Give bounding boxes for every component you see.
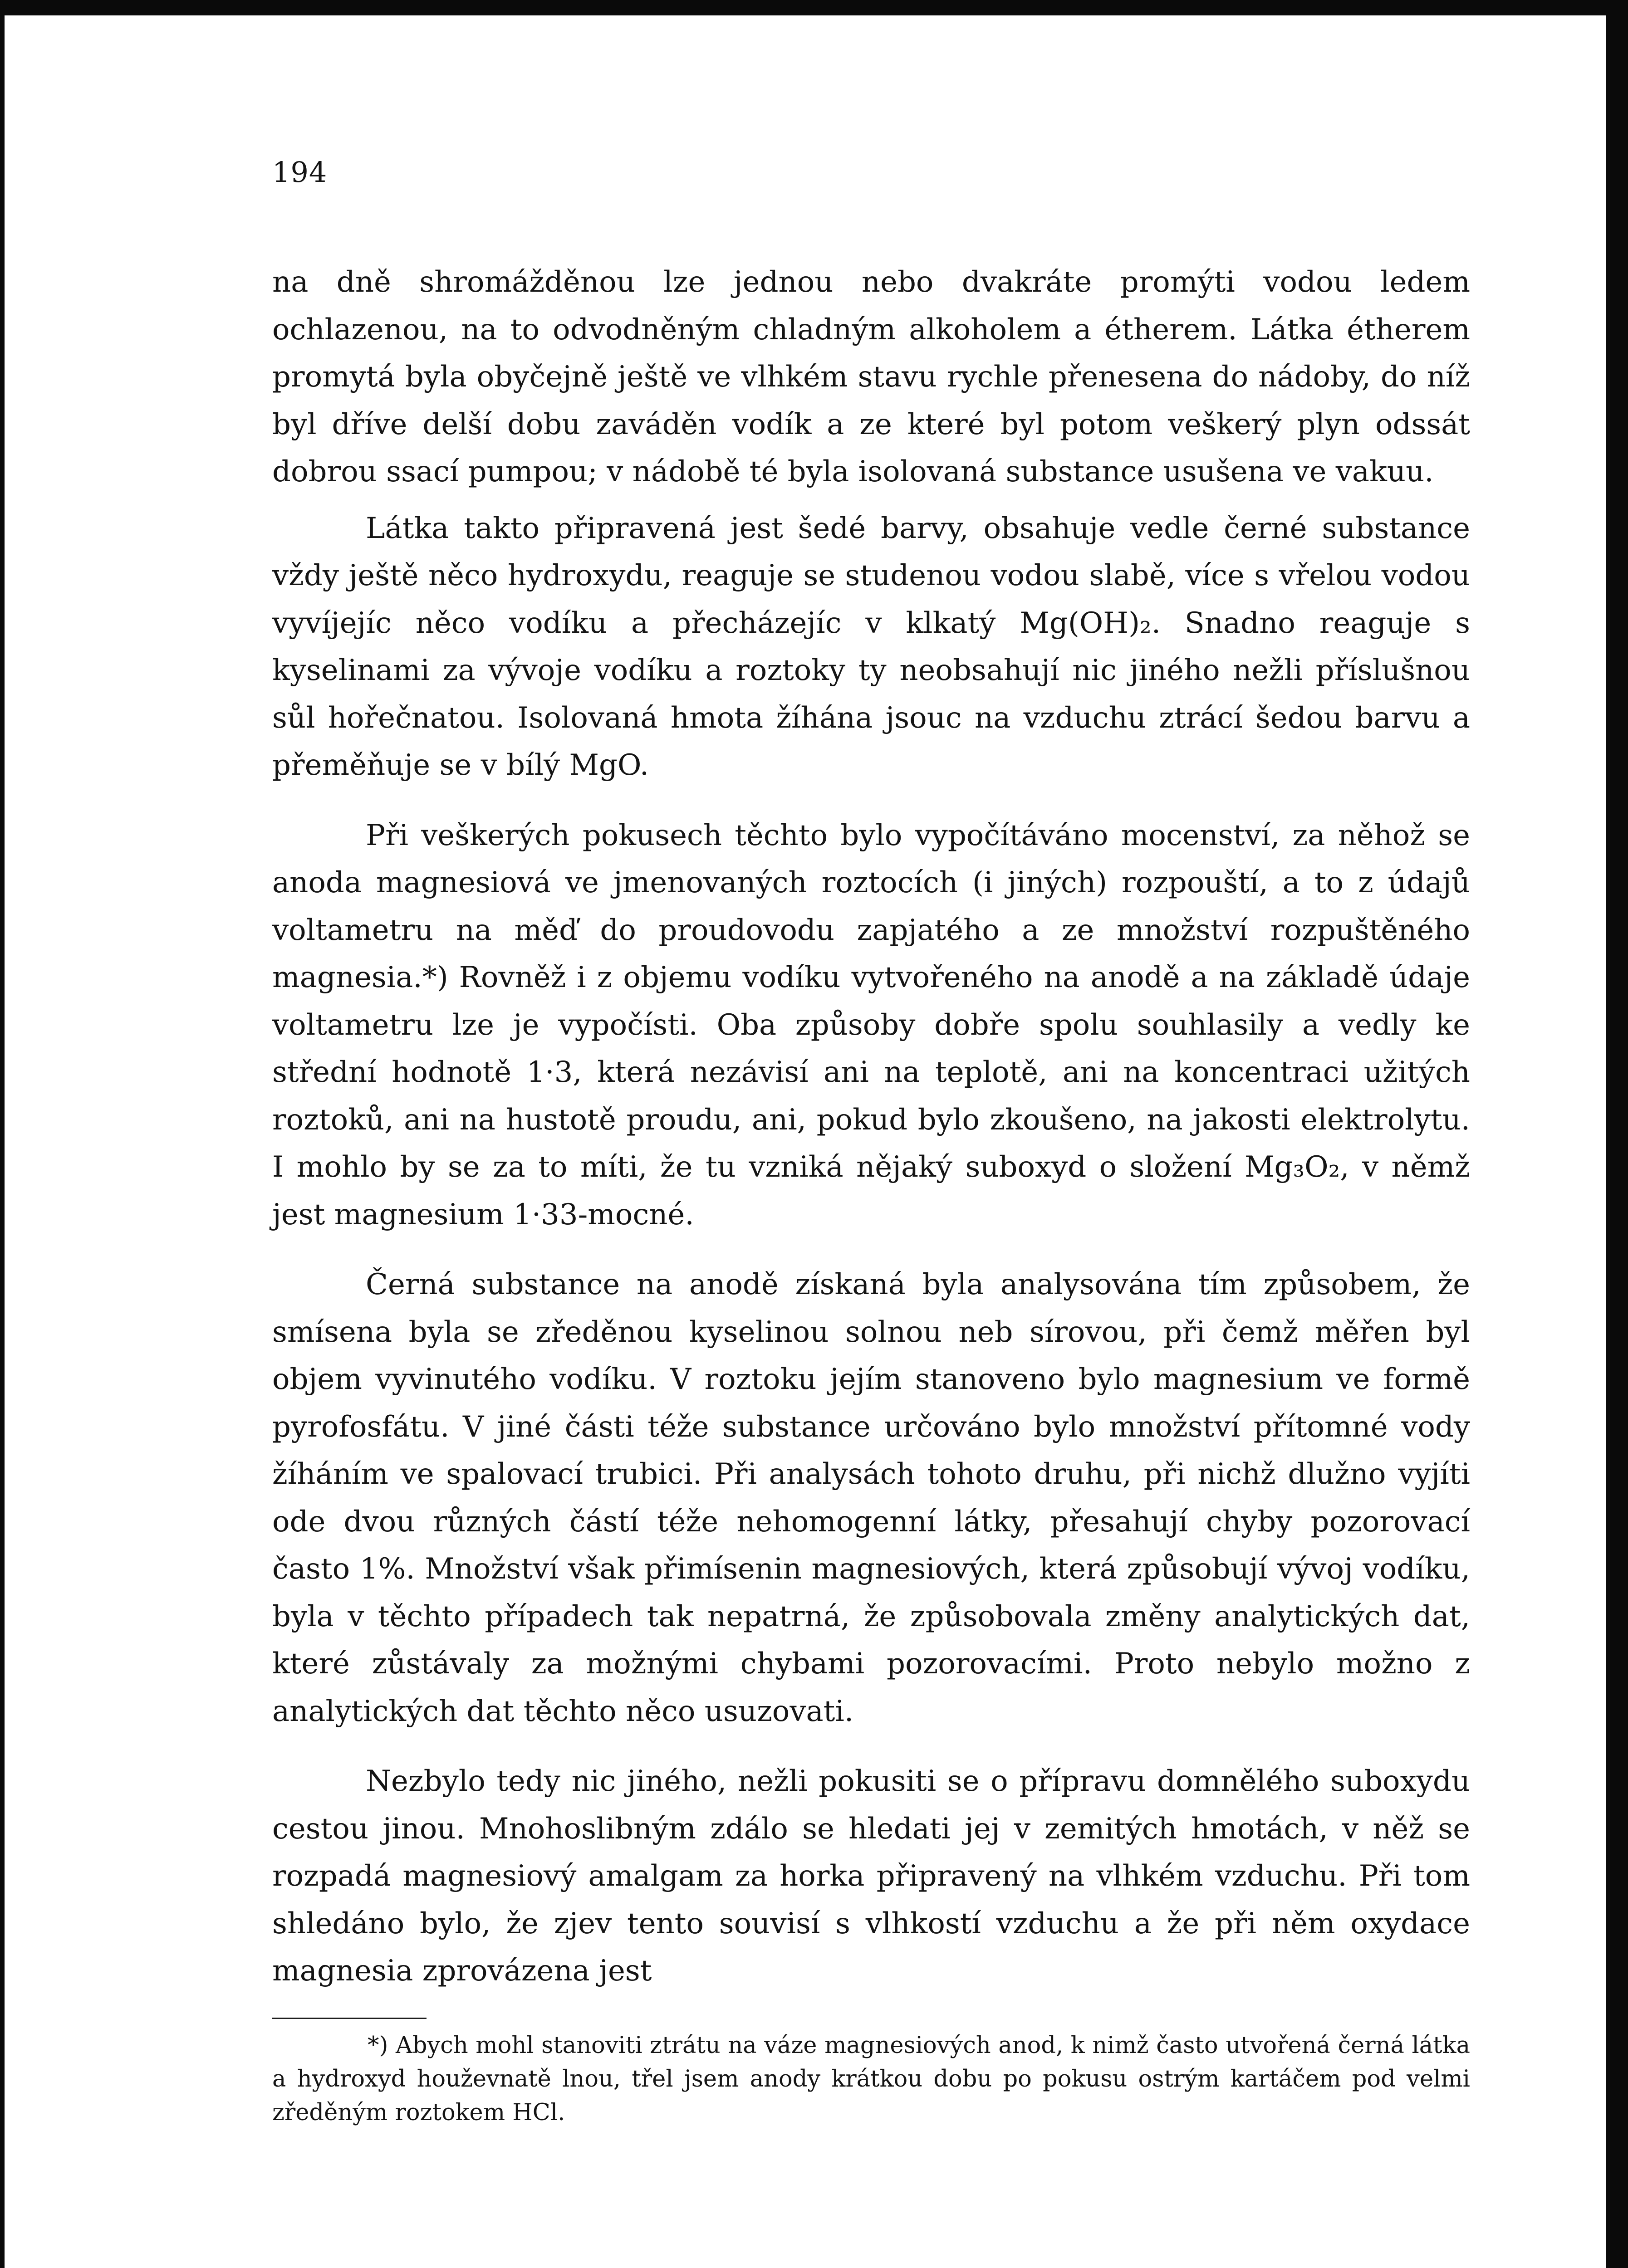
book-page xyxy=(272,154,1470,2130)
footnote: *) Abych mohl stanoviti ztrátu na váze magnesiových anod, k nimž často utvořená černá látka a hydroxyd houževnatě lnou, třel jsem anody krátkou dobu po pokusu ostrým kartáčem pod velmi zředěným roztokem HCl. xyxy=(272,2032,1470,2126)
page-number: 194 xyxy=(272,156,328,189)
footnote-divider xyxy=(272,2018,427,2019)
paragraph-5: Nezbylo tedy nic jiného, nežli pokusiti se o přípravu domnělého suboxydu cestou jinou. Mnohoslibným zdálo se hledati jej v zemitých hmotách, v něž se rozpadá magnesiový amalgam za horka připravený na vlhkém vzduchu. Při tom shledáno bylo, že zjev tento souvisí s vlhkostí vzduchu a že při něm oxydace magnesia zprovázena jest xyxy=(272,1765,1470,1988)
scan-border-top xyxy=(0,0,1628,15)
paragraph-4: Černá substance na anodě získaná byla analysována tím způsobem, že smísena byla se zředěnou kyselinou solnou neb sírovou, při čemž měřen byl objem vyvinutého vodíku. V roztoku jejím stanoveno bylo magnesium ve formě pyrofosfátu. V jiné části téže substance určováno bylo množství přítomné vody žíháním ve spalovací trubici. Při analysách tohoto druhu, při nichž dlužno vyjíti ode dvou různých částí téže nehomogenní látky, přesahují chyby pozorovací často 1%. Množství však přimísenin magnesiových, která způsobují vývoj vodíku, byla v těchto případech tak nepatrná, že způsobovala změny analytických dat, které zůstávaly za možnými chybami pozorovacími. Proto nebylo možno z analytických dat těchto něco usuzovati. xyxy=(272,1268,1470,1728)
paragraph-2: Látka takto připravená jest šedé barvy, obsahuje vedle černé substance vždy ještě něco hydroxydu, reaguje se studenou vodou slabě, více s vřelou vodou vyvíjejíc něco vodíku a přecházejíc v klkatý Mg(OH)₂. Snadno reaguje s kyselinami za vývoje vodíku a roztoky ty neobsahují nic jiného nežli příslušnou sůl hořečnatou. Isolovaná hmota žíhána jsouc na vzduchu ztrácí šedou barvu a přeměňuje se v bílý MgO. xyxy=(272,511,1470,782)
scan-border-right xyxy=(1606,0,1628,2268)
scan-border-left xyxy=(0,0,5,2268)
paragraph-3: Při veškerých pokusech těchto bylo vypočítáváno mocenství, za něhož se anoda magnesiová ve jmenovaných roztocích (i jiných) rozpouští, a to z údajů voltametru na měď do proudovodu zapjatého a ze množství rozpuštěného magnesia.*) Rovněž i z objemu vodíku vytvořeného na anodě a na základě údaje voltametru lze je vypočísti. Oba způsoby dobře spolu souhlasily a vedly ke střední hodnotě 1·3, která nezávisí ani na teplotě, ani na koncentraci užitých roztoků, ani na hustotě proudu, ani, pokud bylo zkoušeno, na jakosti elektrolytu. I mohlo by se za to míti, že tu vzniká nějaký suboxyd o složení Mg₃O₂, v němž jest magnesium 1·33-mocné. xyxy=(272,818,1470,1232)
paragraph-1: na dně shromážděnou lze jednou nebo dvakráte promýti vodou ledem ochlazenou, na to odvodněným chladným alkoholem a étherem. Látka étherem promytá byla obyčejně ještě ve vlhkém stavu rychle přenesena do nádoby, do níž byl dříve delší dobu zaváděn vodík a ze které byl potom veškerý plyn odssát dobrou ssací pumpou; v nádobě té byla isolovaná substance usušena ve vakuu. xyxy=(272,265,1470,489)
